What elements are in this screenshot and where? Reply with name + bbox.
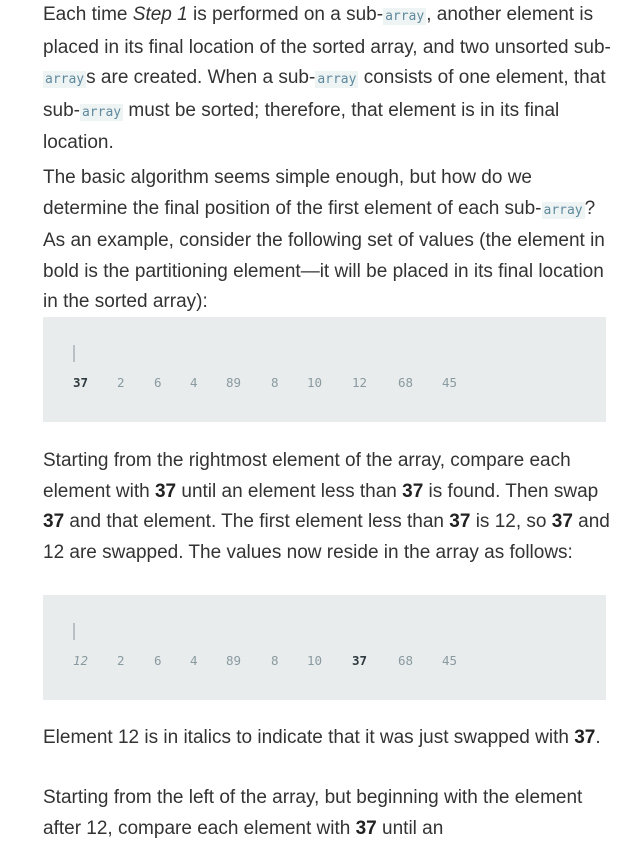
text: Element 12 is in italics to indicate that it was just swapped with (43, 727, 575, 748)
paragraph-rightmost (43, 446, 613, 568)
text: s are created. When a sub- (86, 67, 316, 88)
text: consists of one element, that sub- (43, 67, 606, 121)
bold-value: 37 (355, 817, 377, 839)
bold-value: 37 (43, 511, 65, 532)
text: , another element is placed in its final location of the sorted array, and two unsorted sub- (43, 4, 611, 58)
text: Starting from the left of the array, but beginning with the element after 12, compare each element with (43, 787, 583, 839)
text: The basic algorithm seems simple enough, but how do we determine the final position of the first element of each sub- (43, 167, 542, 219)
text: and that element. The first element less than (64, 511, 450, 532)
paragraph-left-scan (43, 783, 613, 844)
text: Each time (43, 4, 133, 25)
bold-value: 37 (402, 480, 424, 502)
value: 10 (307, 375, 323, 390)
inline-code: array (81, 104, 122, 120)
value: 45 (442, 653, 458, 668)
value: 89 (226, 653, 242, 668)
value-partition: 37 (352, 653, 368, 668)
text-cursor (73, 623, 75, 640)
value: 89 (226, 375, 242, 390)
bold-value: 37 (551, 511, 573, 532)
text: until an (376, 817, 444, 839)
text-cursor (73, 345, 75, 362)
value: 10 (307, 653, 323, 668)
text: ? As an example, consider the following set of values (the element in bold is the partitioning element—it will be placed in its final location in the sorted array): (43, 197, 605, 312)
text: and 12 are swapped. The values now reside in the array as follows: (43, 511, 610, 563)
text: . (595, 727, 601, 748)
inline-code: array (543, 202, 583, 218)
text: must be sorted; therefore, that element is in its final location. (43, 99, 560, 153)
value: 8 (271, 375, 279, 390)
value: 45 (442, 375, 458, 390)
value: 12 (352, 375, 368, 390)
step-1-emphasis: Step 1 (132, 4, 188, 25)
value-partition: 37 (73, 375, 89, 390)
bold-value: 37 (154, 480, 177, 502)
text: is found. Then swap (423, 480, 599, 502)
text: is performed on a sub- (187, 4, 384, 25)
value: 4 (190, 653, 198, 668)
inline-code: array (385, 9, 425, 24)
value: 2 (117, 653, 125, 668)
value: 68 (398, 653, 414, 668)
value: 2 (117, 375, 125, 390)
text: Starting from the rightmost element of the array, compare each element with (43, 450, 571, 502)
value-swapped: 12 (73, 653, 89, 668)
value: 8 (271, 653, 279, 668)
bold-value: 37 (574, 727, 596, 748)
value: 68 (398, 375, 414, 390)
paragraph-basic-algorithm (43, 163, 613, 318)
inline-code: array (317, 72, 357, 87)
inline-code: array (45, 72, 85, 87)
paragraph-italics-note (43, 723, 613, 754)
value: 6 (154, 375, 162, 390)
code-block-after-swap[interactable] (43, 595, 606, 700)
text: is 12, so (470, 511, 552, 532)
value: 4 (190, 375, 198, 390)
paragraph-step-1 (43, 0, 613, 159)
bold-value: 37 (449, 511, 471, 532)
value: 6 (154, 653, 162, 668)
text: until an element less than (176, 480, 403, 502)
code-block-initial-values[interactable] (43, 317, 606, 422)
